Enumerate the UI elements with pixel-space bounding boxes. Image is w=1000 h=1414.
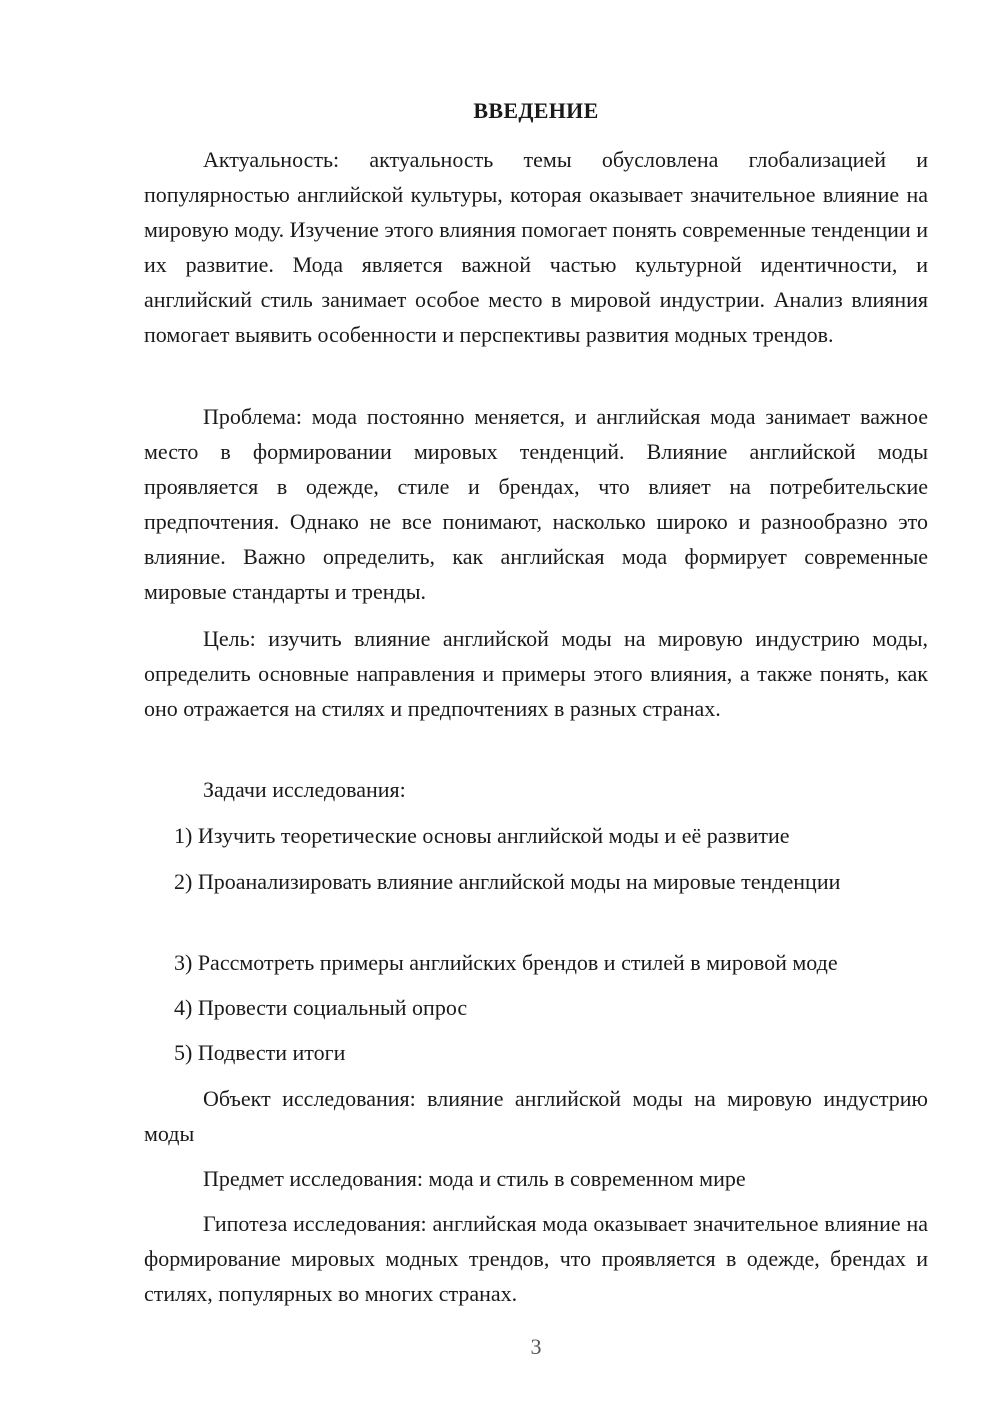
tasks-heading: Задачи исследования: bbox=[203, 777, 406, 802]
section-title: ВВЕДЕНИЕ bbox=[473, 98, 599, 123]
task-item-1: 1) Изучить теоретические основы английской моды и её развитие bbox=[174, 823, 790, 848]
paragraph-goal: Цель: изучить влияние английской моды на мировую индустрию моды, определить основные направления и примеры этого влияния, а также понять, как оно отражается на стилях и предпочтениях в разных странах. bbox=[144, 626, 928, 721]
paragraph-subject: Предмет исследования: мода и стиль в современном мире bbox=[203, 1166, 746, 1191]
paragraph-object: Объект исследования: влияние английской моды на мировую индустрию моды bbox=[144, 1086, 928, 1146]
paragraph-hypothesis: Гипотеза исследования: английская мода оказывает значительное влияние на формирование мировых модных трендов, что проявляется в одежде, брендах и стилях, популярных во многих странах. bbox=[144, 1211, 928, 1306]
paragraph-problem: Проблема: мода постоянно меняется, и английская мода занимает важное место в формировании мировых тенденций. Влияние английской моды проявляется в одежде, стиле и брендах, что влияет на потребительские предпочтения. Однако не все понимают, насколько широко и разнообразно это влияние. Важно определить, как английская мода формирует современные мировые стандарты и тренды. bbox=[144, 404, 928, 604]
task-item-2: 2) Проанализировать влияние английской моды на мировые тенденции bbox=[174, 869, 841, 894]
task-item-5: 5) Подвести итоги bbox=[174, 1040, 346, 1065]
page-number: 3 bbox=[530, 1334, 542, 1359]
paragraph-relevance: Актуальность: актуальность темы обусловлена глобализацией и популярностью английской культуры, которая оказывает значительное влияние на мировую моду. Изучение этого влияния помогает понять современные тенденции и их развитие. Мода является важной частью культурной идентичности, и английский стиль занимает особое место в мировой индустрии. Анализ влияния помогает выявить особенности и перспективы развития модных трендов. bbox=[144, 147, 928, 347]
task-item-4: 4) Провести социальный опрос bbox=[174, 995, 468, 1020]
task-item-3: 3) Рассмотреть примеры английских брендов и стилей в мировой моде bbox=[174, 950, 838, 975]
